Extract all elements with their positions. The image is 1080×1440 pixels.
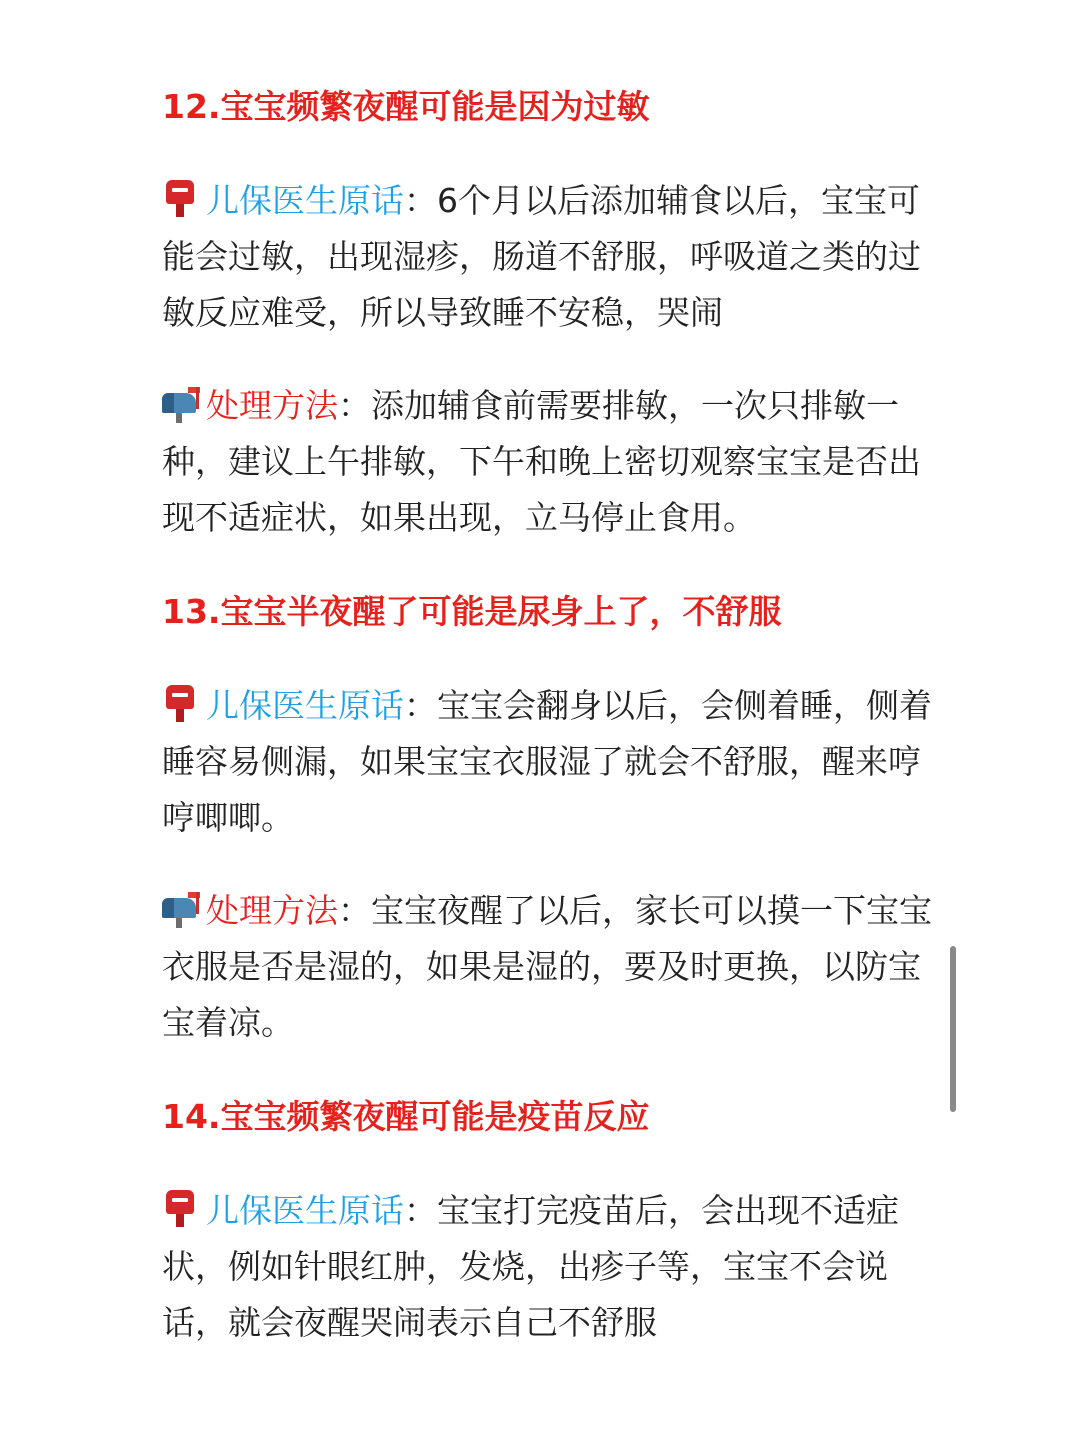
section-12-method xyxy=(162,378,932,546)
blue-mailbox-icon xyxy=(162,888,200,928)
doctor-label: 儿保医生原话 xyxy=(206,1191,404,1230)
section-13-heading: 13.宝宝半夜醒了可能是尿身上了，不舒服 xyxy=(162,592,782,631)
red-postbox-icon xyxy=(162,178,200,218)
doctor-label: 儿保医生原话 xyxy=(206,181,404,220)
red-postbox-icon xyxy=(162,683,200,723)
section-14-heading: 14.宝宝频繁夜醒可能是疫苗反应 xyxy=(162,1097,650,1136)
vertical-scrollbar[interactable] xyxy=(950,946,956,1112)
doctor-text: 宝宝打完疫苗后，会出现不适症状，例如针眼红肿，发烧，出疹子等，宝宝不会说话，就会夜醒哭闹表示自己不舒服 xyxy=(162,1191,899,1342)
method-label: 处理方法 xyxy=(206,386,338,425)
section-12-doctor-quote xyxy=(162,173,932,341)
blue-mailbox-icon xyxy=(162,383,200,423)
label-separator: ： xyxy=(338,891,371,930)
label-separator: ： xyxy=(404,181,437,220)
section-14-doctor-quote xyxy=(162,1183,932,1351)
doctor-text: 宝宝会翻身以后，会侧着睡，侧着睡容易侧漏，如果宝宝衣服湿了就会不舒服，醒来哼哼唧唧。 xyxy=(162,686,932,837)
label-separator: ： xyxy=(404,686,437,725)
label-separator: ： xyxy=(338,386,371,425)
label-separator: ： xyxy=(404,1191,437,1230)
section-13-method xyxy=(162,883,932,1051)
section-12-heading: 12.宝宝频繁夜醒可能是因为过敏 xyxy=(162,87,650,126)
method-text: 宝宝夜醒了以后，家长可以摸一下宝宝衣服是否是湿的，如果是湿的，要及时更换，以防宝宝着凉。 xyxy=(162,891,932,1042)
red-postbox-icon xyxy=(162,1188,200,1228)
doctor-label: 儿保医生原话 xyxy=(206,686,404,725)
method-text: 添加辅食前需要排敏，一次只排敏一种，建议上午排敏，下午和晚上密切观察宝宝是否出现不适症状，如果出现，立马停止食用。 xyxy=(162,386,921,537)
method-label: 处理方法 xyxy=(206,891,338,930)
section-13-doctor-quote xyxy=(162,678,932,846)
article-content xyxy=(162,78,932,1351)
doctor-text: 6个月以后添加辅食以后，宝宝可能会过敏，出现湿疹，肠道不舒服，呼吸道之类的过敏反应难受，所以导致睡不安稳，哭闹 xyxy=(162,181,921,332)
